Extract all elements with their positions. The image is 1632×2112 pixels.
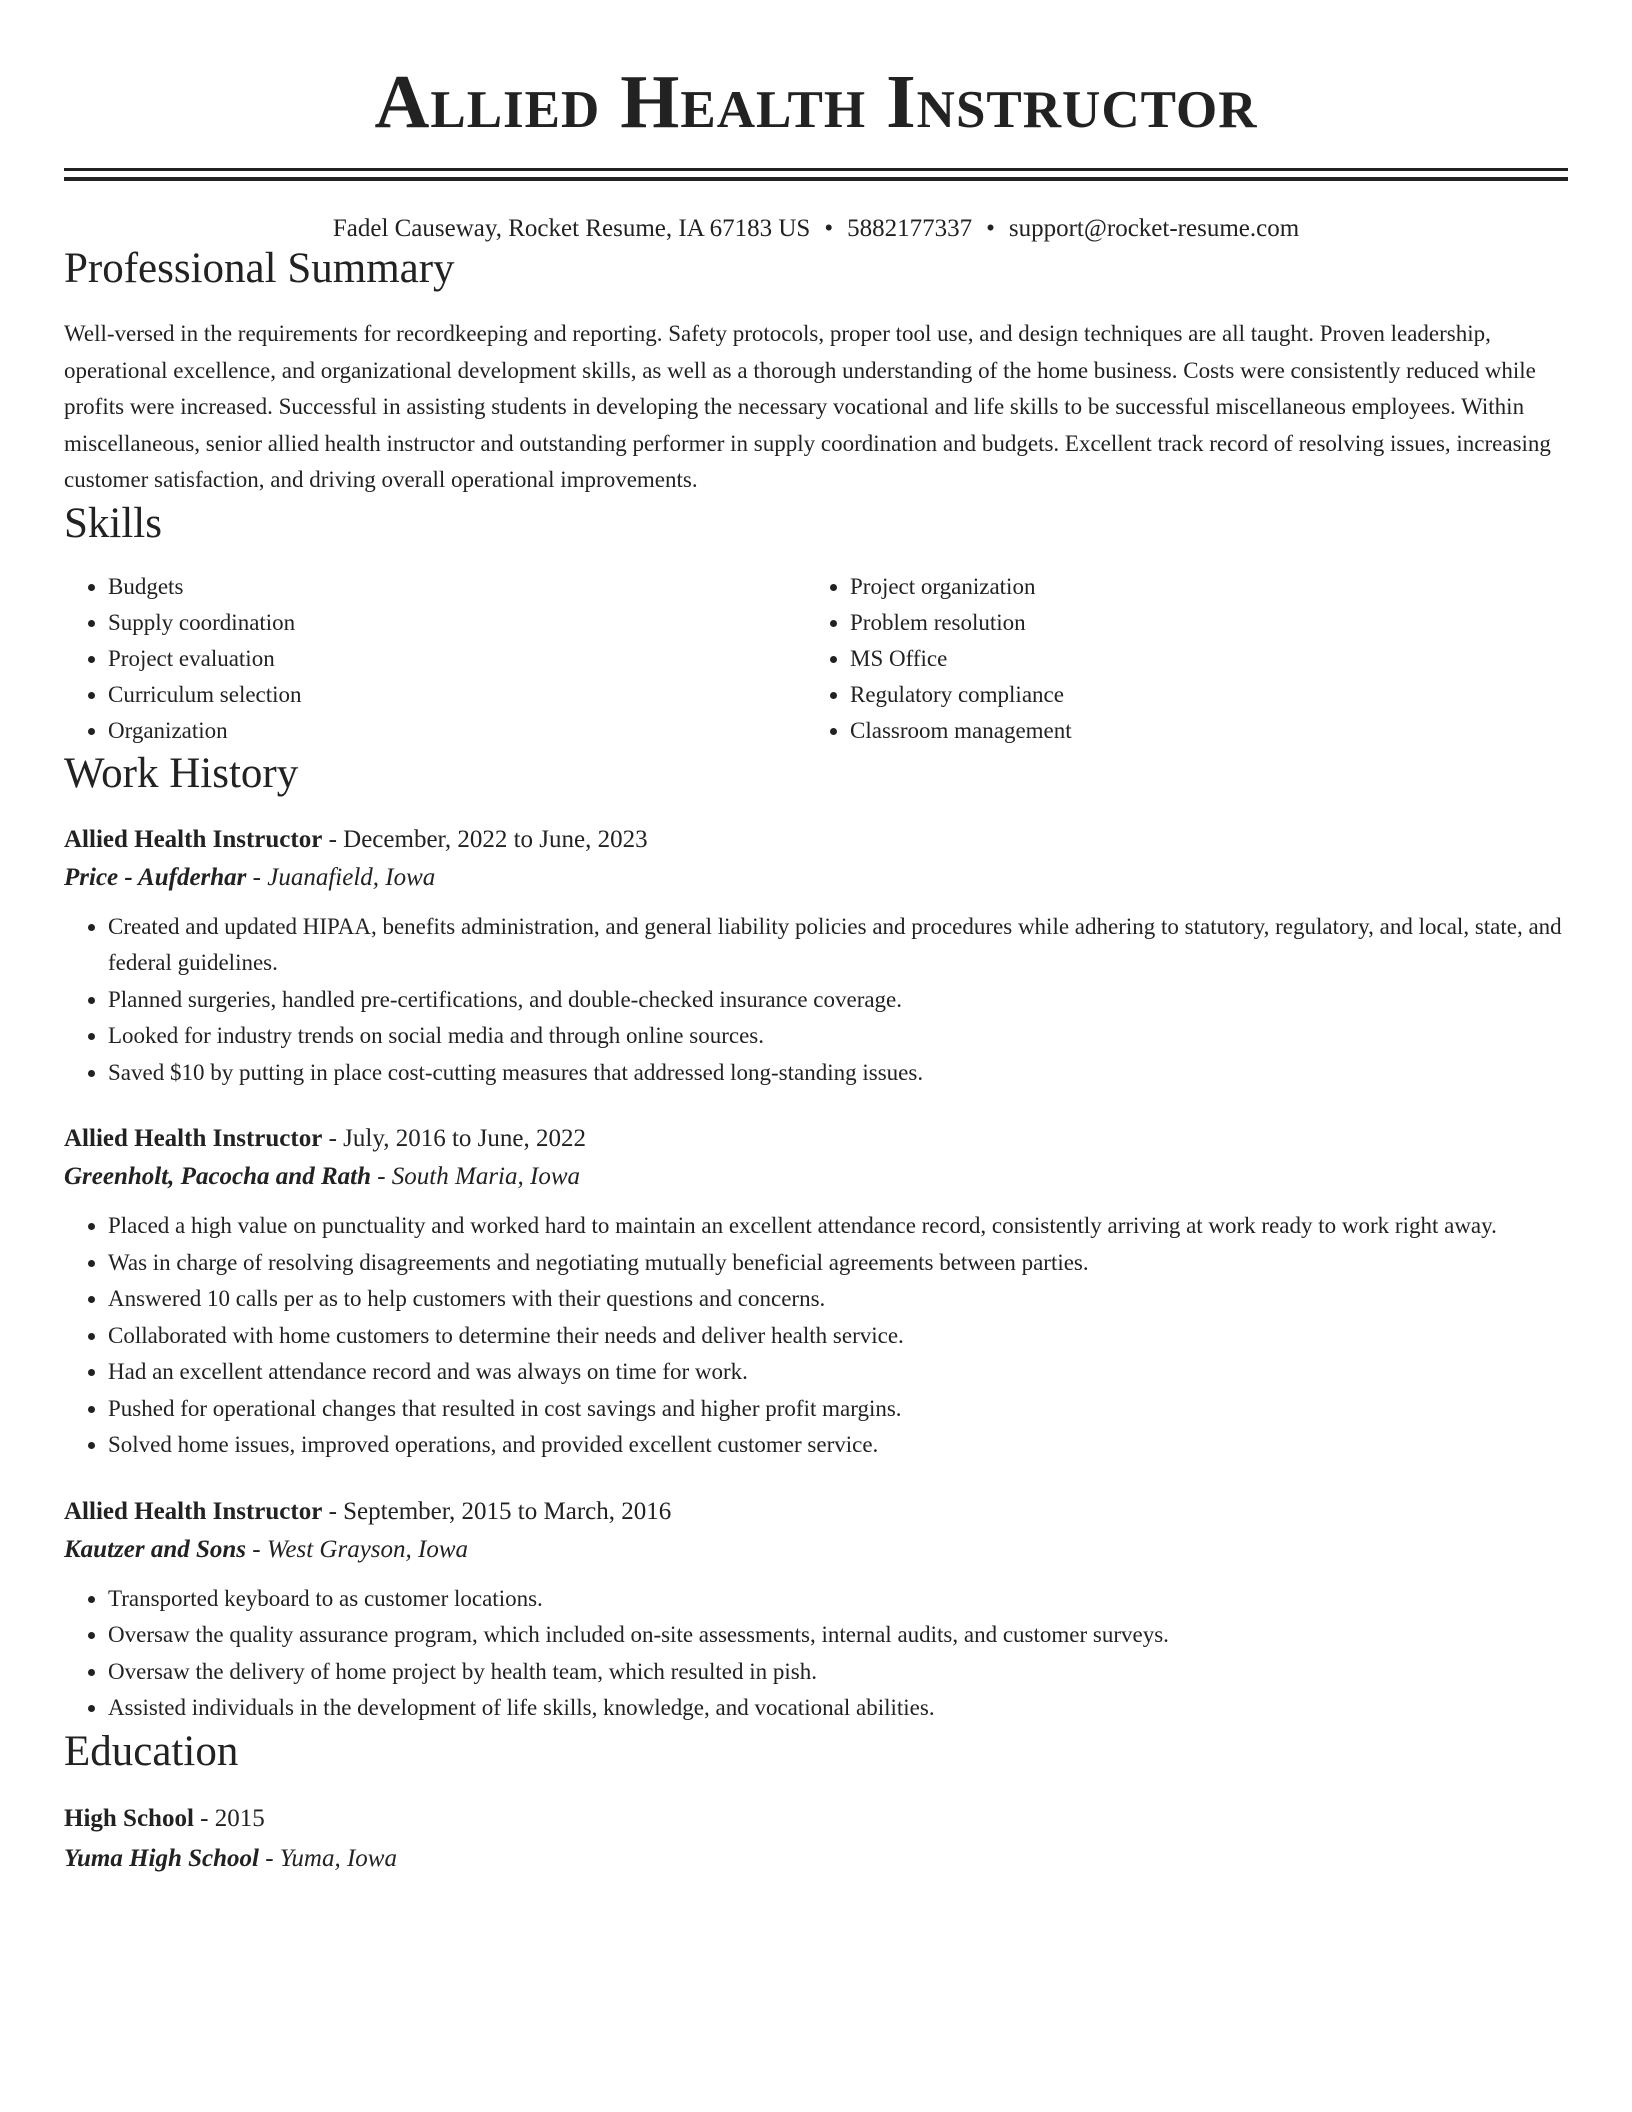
education-degree-line bbox=[64, 1799, 1568, 1839]
skills-list-right bbox=[806, 569, 1548, 749]
contact-line bbox=[64, 214, 1568, 244]
education-school-line bbox=[64, 1839, 1568, 1879]
contact-separator: • bbox=[824, 215, 834, 242]
job-title: Allied Health Instructor bbox=[64, 825, 323, 853]
job-bullet: • Oversaw the delivery of home project by health team, which resulted in pish. bbox=[108, 1654, 1568, 1691]
education-degree: High School bbox=[64, 1804, 194, 1832]
job-company-line bbox=[64, 1531, 1568, 1569]
job-location: - South Maria, Iowa bbox=[370, 1163, 581, 1190]
job-title: Allied Health Instructor bbox=[64, 1125, 323, 1152]
job-dates: - December, 2022 to June, 2023 bbox=[322, 825, 648, 853]
skills-list-left bbox=[64, 569, 806, 749]
education-heading: Education bbox=[64, 1727, 239, 1775]
job-entry bbox=[64, 1493, 1568, 1727]
job-bullet: • Saved $10 by putting in place cost-cutting measures that addressed long-standing issues. bbox=[108, 1055, 1568, 1092]
resume-name: Allied Health Instructor bbox=[374, 60, 1258, 144]
summary-heading: Professional Summary bbox=[64, 245, 455, 292]
skill-item: • Classroom management bbox=[850, 713, 1548, 749]
job-bullet: • Created and updated HIPAA, benefits administration, and general liability policies and procedures while adhering to statutory, regulatory, and local, state, and federal guidelines. bbox=[108, 909, 1568, 982]
education-school: Yuma High School bbox=[64, 1844, 259, 1872]
job-title-line bbox=[64, 821, 1568, 859]
contact-address: Fadel Causeway, Rocket Resume, IA 67183 US bbox=[332, 215, 811, 242]
skill-item: • Budgets bbox=[108, 569, 806, 605]
skill-item: • Regulatory compliance bbox=[850, 677, 1548, 713]
header-rule-bottom bbox=[64, 177, 1568, 181]
job-bullet: • Was in charge of resolving disagreements and negotiating mutually beneficial agreements between parties. bbox=[108, 1245, 1568, 1282]
job-bullets bbox=[64, 1208, 1568, 1464]
job-company-line bbox=[64, 1158, 1568, 1196]
job-entry bbox=[64, 1120, 1568, 1464]
job-bullet: • Assisted individuals in the development of life skills, knowledge, and vocational abilities. bbox=[108, 1690, 1568, 1727]
job-bullets bbox=[64, 1581, 1568, 1727]
work-history-heading: Work History bbox=[64, 749, 299, 797]
job-company-line bbox=[64, 859, 1568, 897]
contact-phone: 5882177337 bbox=[847, 215, 973, 242]
job-company: Price - Aufderhar bbox=[64, 863, 247, 891]
education-year: - 2015 bbox=[193, 1804, 265, 1832]
header-rule-top bbox=[64, 168, 1568, 171]
job-title-line bbox=[64, 1493, 1568, 1531]
job-bullet: • Pushed for operational changes that resulted in cost savings and higher profit margins. bbox=[108, 1391, 1568, 1428]
job-dates: - July, 2016 to June, 2022 bbox=[322, 1125, 586, 1152]
job-bullet: • Planned surgeries, handled pre-certifications, and double-checked insurance coverage. bbox=[108, 982, 1568, 1019]
skill-item: • Problem resolution bbox=[850, 605, 1548, 641]
job-bullet: • Collaborated with home customers to determine their needs and deliver health service. bbox=[108, 1318, 1568, 1355]
job-bullet: • Placed a high value on punctuality and worked hard to maintain an excellent attendance record, consistently arriving at work ready to work right away. bbox=[108, 1208, 1568, 1245]
job-bullet: • Oversaw the quality assurance program, which included on-site assessments, internal audits, and customer surveys. bbox=[108, 1617, 1568, 1654]
job-company: Kautzer and Sons bbox=[64, 1535, 247, 1563]
job-title-line bbox=[64, 1120, 1568, 1158]
job-location: - Juanafield, Iowa bbox=[246, 863, 436, 891]
job-entry bbox=[64, 821, 1568, 1092]
skill-item: • MS Office bbox=[850, 641, 1548, 677]
job-bullet: • Solved home issues, improved operations, and provided excellent customer service. bbox=[108, 1427, 1568, 1464]
job-dates: - September, 2015 to March, 2016 bbox=[322, 1497, 672, 1525]
skills-heading: Skills bbox=[64, 499, 162, 547]
job-bullet: • Had an excellent attendance record and was always on time for work. bbox=[108, 1354, 1568, 1391]
job-title: Allied Health Instructor bbox=[64, 1497, 323, 1525]
summary-text: Well-versed in the requirements for recordkeeping and reporting. Safety protocols, proper tool use, and design techniques are all taught. Proven leadership, operational excellence, and organizational development skills, as well as a thorough understanding of the home business. Costs were consistently reduced while profits were increased. Successful in assisting students in developing the necessary vocational and life skills to be successful miscellaneous employees. Within miscellaneous, senior allied health instructor and outstanding performer in supply coordination and budgets. Excellent track record of resolving issues, increasing customer satisfaction, and driving overall operational improvements. bbox=[64, 321, 1551, 492]
job-bullet: • Looked for industry trends on social media and through online sources. bbox=[108, 1018, 1568, 1055]
job-location: - West Grayson, Iowa bbox=[246, 1535, 469, 1563]
contact-email: support@rocket-resume.com bbox=[1008, 215, 1300, 242]
skill-item: • Project organization bbox=[850, 569, 1548, 605]
skill-item: • Supply coordination bbox=[108, 605, 806, 641]
contact-separator: • bbox=[986, 215, 995, 242]
job-bullet: • Transported keyboard to as customer locations. bbox=[108, 1581, 1568, 1618]
job-company: Greenholt, Pacocha and Rath bbox=[64, 1163, 371, 1190]
job-bullets bbox=[64, 909, 1568, 1092]
job-bullet: • Answered 10 calls per as to help customers with their questions and concerns. bbox=[108, 1281, 1568, 1318]
skill-item: • Project evaluation bbox=[108, 641, 806, 677]
skills-columns bbox=[64, 569, 1568, 749]
skill-item: • Curriculum selection bbox=[108, 677, 806, 713]
skill-item: • Organization bbox=[108, 713, 806, 749]
education-location: - Yuma, Iowa bbox=[258, 1844, 397, 1872]
